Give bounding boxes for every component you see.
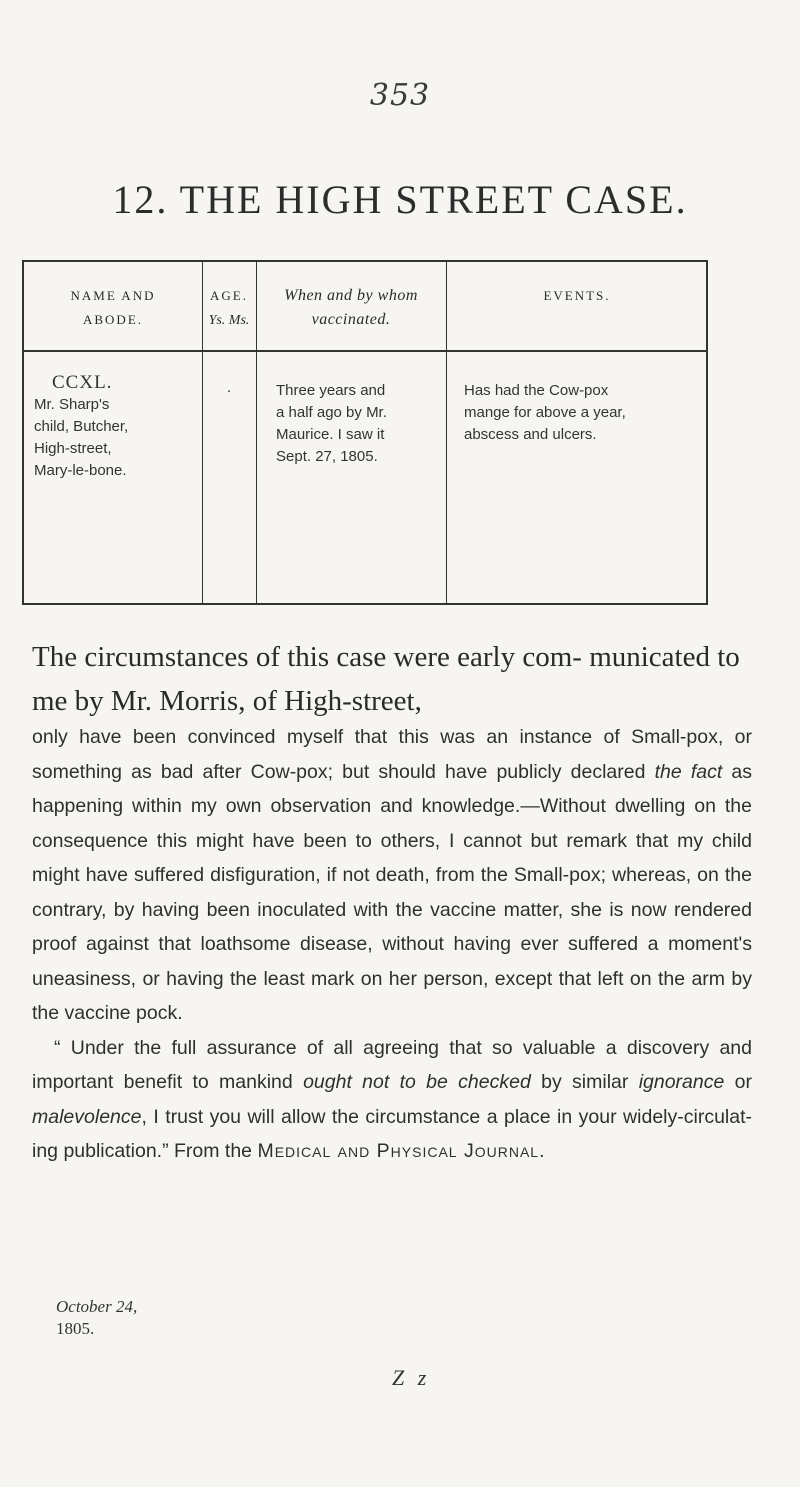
p2-emphasis-3: malevolence (32, 1105, 142, 1128)
p2-emphasis-2: ignorance (638, 1071, 725, 1093)
case-number: CCXL. (52, 372, 113, 393)
case-title: 12. THE HIGH STREET CASE. (112, 177, 688, 222)
p1-emphasis: the fact (654, 760, 723, 783)
p2-text-a: “ Under the full assurance of all agreeing that so valuable a discovery and important benefit to mankind (32, 1036, 752, 1093)
name-line-4: Mary-le-bone. (34, 462, 127, 479)
events-line-3: abscess and ulcers. (464, 426, 597, 443)
header-name-line1: NAME AND (70, 288, 156, 303)
age-value: · (226, 382, 232, 399)
p2-text-d: , I trust you will allow the circumstance a place in your widely-circulat- ing publication.” From the (32, 1105, 752, 1162)
cell-when-vaccinated (276, 380, 441, 468)
dateline (56, 1296, 137, 1340)
header-age-line1: AGE. (210, 288, 248, 303)
name-line-3: High-street, (34, 440, 112, 457)
header-rule (24, 350, 706, 352)
header-when-line2: vaccinated. (311, 311, 391, 328)
header-events (446, 284, 708, 308)
header-age-line2: Ys. Ms. (208, 313, 250, 328)
header-age (202, 284, 256, 333)
body-text (32, 720, 752, 1169)
journal-name: Medical and Physical Journal. (257, 1140, 546, 1162)
cell-age (202, 380, 256, 402)
p1-text-a: only have been convinced myself that this was an instance of Small-pox, or something as bad after Cow-pox; but should have publicly declared (32, 726, 752, 783)
events-line-1: Has had the Cow-pox (464, 382, 609, 399)
header-name-abode (24, 284, 202, 332)
when-line-3: Maurice. I saw it (276, 426, 385, 443)
p2-text-c: or (724, 1071, 752, 1093)
signature-mark: Z z (392, 1365, 431, 1390)
name-line-2: child, Butcher, (34, 418, 129, 435)
header-name-line2: ABODE. (82, 312, 144, 327)
paragraph-1 (32, 720, 752, 1031)
date-year: 1805. (56, 1319, 95, 1338)
cell-events (464, 380, 704, 446)
when-line-1: Three years and (276, 382, 386, 399)
name-line-1: Mr. Sharp's (34, 396, 110, 413)
header-events-label: EVENTS. (543, 288, 611, 303)
p2-text-b: by similar (530, 1071, 639, 1093)
header-when-line1: When and by whom (284, 287, 418, 304)
when-line-4: Sept. 27, 1805. (276, 448, 378, 465)
when-line-2: a half ago by Mr. (276, 404, 387, 421)
date-month: October 24, (56, 1297, 138, 1316)
lead-paragraph: The circumstances of this case were early com- municated to me by Mr. Morris, of High-street, (32, 641, 740, 717)
header-when-vaccinated (256, 284, 446, 332)
events-line-2: mange for above a year, (464, 404, 626, 421)
p2-emphasis-1: ought not to be checked (303, 1071, 531, 1093)
page-number: 353 (369, 78, 431, 113)
cell-name-abode (34, 372, 199, 482)
case-table (22, 260, 708, 605)
column-rule-3 (446, 262, 447, 603)
p1-text-b: as happening within my own observation and knowledge.—Without dwelling on the consequence this might have been to others, I cannot but remark that my child might have suffered disfiguration, if not death, from the Small-pox; whereas, on the contrary, by having been inoculated with the vaccine matter, she is now rendered proof against that loathsome disease, without having ever suffered a moment's uneasiness, or having the least mark on her person, except that left on the arm by the vaccine pock. (32, 760, 753, 1024)
paragraph-2 (32, 1031, 752, 1169)
